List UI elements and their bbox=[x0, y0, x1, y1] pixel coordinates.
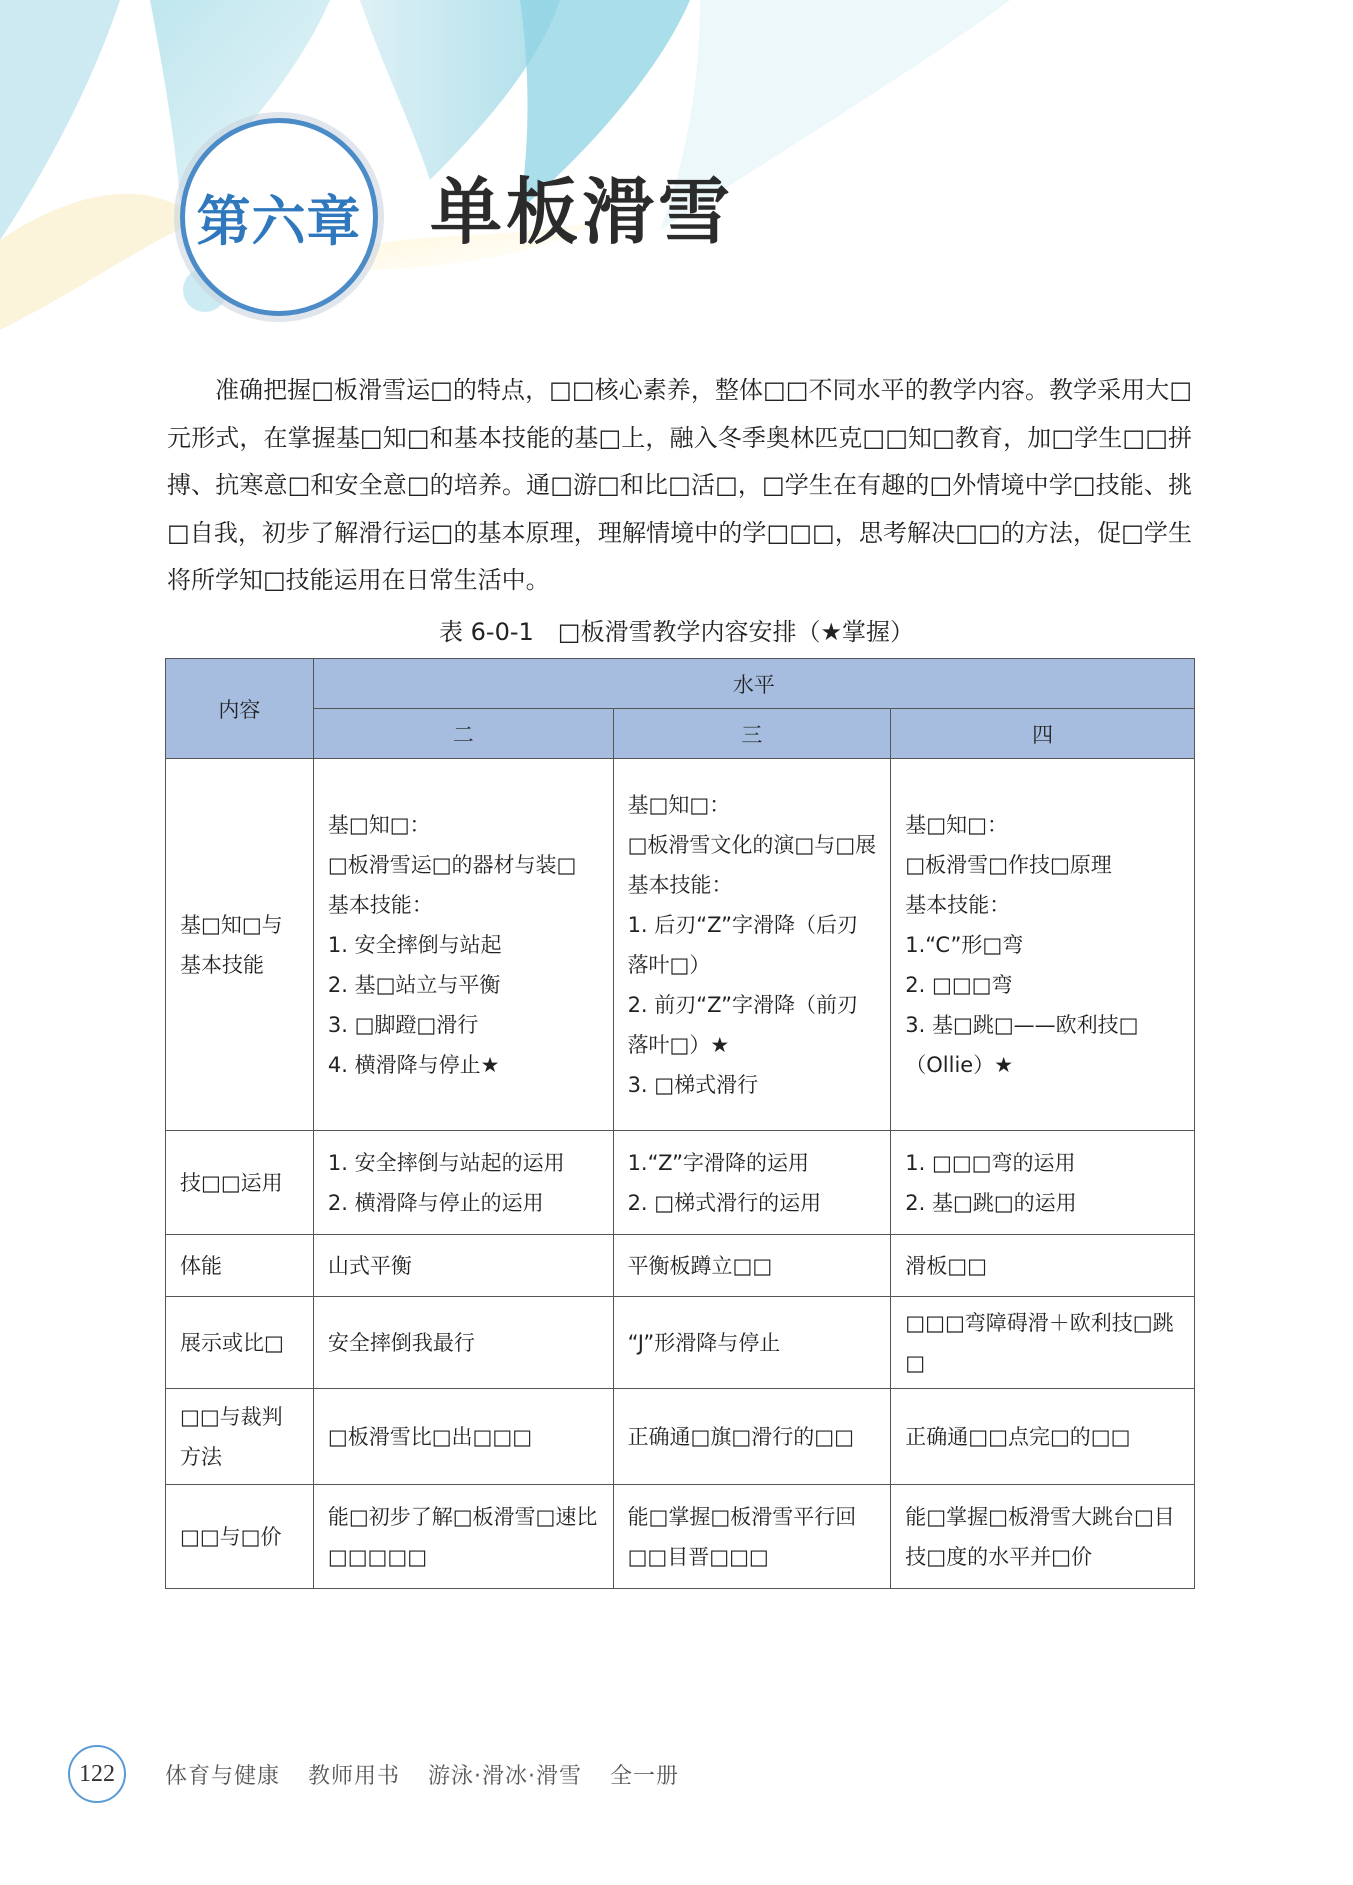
table-row bbox=[166, 1235, 1195, 1297]
cell-line: 能□初步了解□板滑雪□速比□□□□□ bbox=[327, 1504, 598, 1569]
table-row bbox=[166, 1485, 1195, 1589]
footer-book-volume: 全一册 bbox=[610, 1764, 680, 1789]
cell-line: □□□弯障碍滑＋欧利技□跳□ bbox=[905, 1310, 1174, 1375]
table-cell bbox=[613, 1485, 891, 1589]
table-cell bbox=[891, 1485, 1195, 1589]
teaching-plan-table bbox=[165, 658, 1195, 1589]
header-content: 内容 bbox=[166, 659, 314, 759]
cell-line: □板滑雪文化的演□与□展 bbox=[627, 832, 877, 857]
table-cell bbox=[891, 1297, 1195, 1389]
cell-line: 正确通□旗□滑行的□□ bbox=[627, 1424, 854, 1449]
cell-line: 2. 基□站立与平衡 bbox=[327, 972, 501, 997]
cell-line: 1.“Z”字滑降的运用 bbox=[627, 1150, 810, 1175]
cell-line: 正确通□□点完□的□□ bbox=[905, 1424, 1131, 1449]
cell-line: 能□掌握□板滑雪大跳台□目技□度的水平并□价 bbox=[905, 1504, 1175, 1569]
header-level-4: 四 bbox=[891, 709, 1195, 759]
table-cell bbox=[613, 759, 891, 1131]
footer-book-type: 教师用书 bbox=[308, 1764, 401, 1789]
table-row bbox=[166, 759, 1195, 1131]
cell-line: 基本技能： bbox=[627, 872, 733, 897]
table-cell bbox=[313, 1389, 613, 1485]
table-cell bbox=[613, 1235, 891, 1297]
cell-line: □板滑雪运□的器材与装□ bbox=[327, 852, 577, 877]
chapter-title: 单板滑雪 bbox=[430, 170, 735, 254]
table-cell bbox=[891, 759, 1195, 1131]
footer-book-title: 体育与健康 bbox=[165, 1764, 281, 1789]
cell-line: 3. 基□跳□——欧利技□（Ollie）★ bbox=[905, 1012, 1139, 1077]
cell-line: 4. 横滑降与停止★ bbox=[327, 1052, 500, 1077]
footer-book-subject: 游泳·滑冰·滑雪 bbox=[428, 1764, 583, 1789]
cell-line: 1. 后刃“Z”字滑降（后刃落叶□） bbox=[627, 912, 859, 977]
table-row bbox=[166, 1389, 1195, 1485]
row-label: 展示或比□ bbox=[166, 1297, 314, 1389]
table-row bbox=[166, 1297, 1195, 1389]
cell-line: 1. 安全摔倒与站起 bbox=[327, 932, 502, 957]
table-cell bbox=[313, 759, 613, 1131]
cell-line: 2. □□□弯 bbox=[905, 972, 1013, 997]
table-cell bbox=[891, 1389, 1195, 1485]
cell-line: 滑板□□ bbox=[905, 1253, 987, 1278]
table-cell bbox=[613, 1297, 891, 1389]
table-cell bbox=[613, 1131, 891, 1235]
row-label: 体能 bbox=[166, 1235, 314, 1297]
table-cell bbox=[891, 1235, 1195, 1297]
cell-line: 平衡板蹲立□□ bbox=[627, 1253, 773, 1278]
header-level-3: 三 bbox=[613, 709, 891, 759]
row-label: □□与□价 bbox=[166, 1485, 314, 1589]
cell-line: 能□掌握□板滑雪平行回□□目晋□□□ bbox=[627, 1504, 857, 1569]
header-level-2: 二 bbox=[313, 709, 613, 759]
table-cell bbox=[313, 1235, 613, 1297]
table-row bbox=[166, 1131, 1195, 1235]
cell-line: 3. □脚蹬□滑行 bbox=[327, 1012, 479, 1037]
cell-line: 2. □梯式滑行的运用 bbox=[627, 1190, 822, 1215]
cell-line: 2. 基□跳□的运用 bbox=[905, 1190, 1077, 1215]
cell-line: 2. 横滑降与停止的运用 bbox=[327, 1190, 544, 1215]
table-cell bbox=[613, 1389, 891, 1485]
cell-line: 安全摔倒我最行 bbox=[327, 1330, 475, 1355]
cell-line: 山式平衡 bbox=[327, 1253, 412, 1278]
chapter-badge bbox=[180, 118, 378, 316]
cell-line: 基□知□： bbox=[905, 812, 1008, 837]
table-cell bbox=[313, 1485, 613, 1589]
cell-line: □板滑雪□作技□原理 bbox=[905, 852, 1112, 877]
cell-line: 1.“C”形□弯 bbox=[905, 932, 1024, 957]
cell-line: 3. □梯式滑行 bbox=[627, 1072, 759, 1097]
table-caption: 表 6-0-1 □板滑雪教学内容安排（★掌握） bbox=[439, 618, 914, 646]
table-cell bbox=[891, 1131, 1195, 1235]
cell-line: 1. □□□弯的运用 bbox=[905, 1150, 1076, 1175]
footer-book-info bbox=[165, 1759, 699, 1790]
row-label: 技□□运用 bbox=[166, 1131, 314, 1235]
cell-line: 1. 安全摔倒与站起的运用 bbox=[327, 1150, 565, 1175]
cell-line: 基本技能： bbox=[905, 892, 1011, 917]
table-cell bbox=[313, 1131, 613, 1235]
cell-line: □板滑雪比□出□□□ bbox=[327, 1424, 533, 1449]
cell-line: 基□知□： bbox=[627, 792, 731, 817]
cell-line: 2. 前刃“Z”字滑降（前刃落叶□）★ bbox=[627, 992, 859, 1057]
cell-line: 基□知□： bbox=[327, 812, 431, 837]
cell-line: 基本技能： bbox=[327, 892, 433, 917]
chapter-number: 第六章 bbox=[196, 189, 362, 253]
intro-text: 准确把握□板滑雪运□的特点，□□核心素养，整体□□不同水平的教学内容。教学采用大□元形式，在掌握基□知□和基本技能的基□上，融入冬季奥林匹克□□知□教育，加□学生□□拼搏、抗寒意□和安全意□的培养。通□游□和比□活□，□学生在有趣的□外情境中学□技能、挑□自我，初步了解滑行运□的基本原理，理解情境中的学□□□，思考解决□□的方法，促□学生将所学知□技能运用在日常生活中。 bbox=[167, 376, 1192, 594]
page-number: 122 bbox=[68, 1745, 126, 1803]
table-cell bbox=[313, 1297, 613, 1389]
cell-line: “J”形滑降与停止 bbox=[627, 1330, 781, 1355]
intro-paragraph bbox=[167, 367, 1192, 605]
header-level: 水平 bbox=[313, 659, 1194, 709]
row-label: 基□知□与基本技能 bbox=[166, 759, 314, 1131]
row-label: □□与裁判方法 bbox=[166, 1389, 314, 1485]
